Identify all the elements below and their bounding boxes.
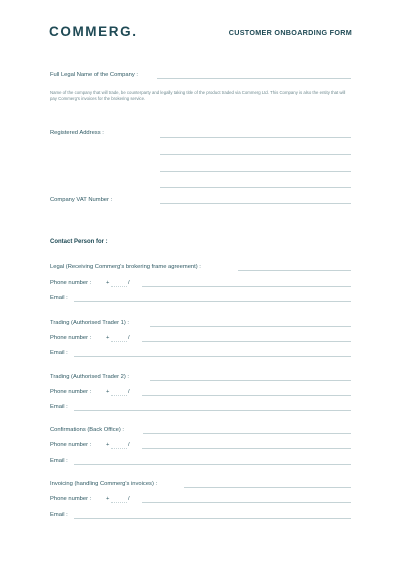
- phone-slash-sign: /: [128, 280, 130, 286]
- email-field[interactable]: [74, 410, 351, 411]
- backoffice-contact-name-field[interactable]: [143, 433, 351, 434]
- phone-number-field[interactable]: [142, 448, 351, 449]
- email-label: Email :: [50, 295, 68, 301]
- phone-country-code-field[interactable]: [111, 286, 127, 287]
- email-label: Email :: [50, 512, 68, 518]
- legal-contact-name-field[interactable]: [238, 270, 351, 271]
- phone-number-field[interactable]: [142, 286, 351, 287]
- phone-number-field[interactable]: [142, 341, 351, 342]
- phone-plus-sign: +: [106, 496, 110, 502]
- vat-number-label: Company VAT Number :: [50, 197, 113, 203]
- form-title: CUSTOMER ONBOARDING FORM: [228, 28, 352, 37]
- phone-label: Phone number :: [50, 442, 92, 448]
- phone-plus-sign: +: [106, 335, 110, 341]
- phone-country-code-field[interactable]: [111, 341, 127, 342]
- contact-heading: Contact Person for :: [50, 239, 108, 245]
- email-field[interactable]: [74, 518, 351, 519]
- phone-country-code-field[interactable]: [111, 448, 127, 449]
- phone-plus-sign: +: [106, 442, 110, 448]
- phone-country-code-field[interactable]: [111, 395, 127, 396]
- email-label: Email :: [50, 350, 68, 356]
- phone-slash-sign: /: [128, 335, 130, 341]
- phone-plus-sign: +: [106, 280, 110, 286]
- trader1-contact-name-field[interactable]: [150, 326, 351, 327]
- phone-plus-sign: +: [106, 389, 110, 395]
- trader2-contact-name-field[interactable]: [150, 380, 351, 381]
- phone-slash-sign: /: [128, 442, 130, 448]
- phone-number-field[interactable]: [142, 395, 351, 396]
- registered-address-label: Registered Address :: [50, 130, 104, 136]
- invoicing-contact-name-field[interactable]: [184, 487, 351, 488]
- email-label: Email :: [50, 404, 68, 410]
- contact-section-legal-label: Legal (Receiving Commerg's brokering frame agreement) :: [50, 264, 201, 270]
- legal-name-field[interactable]: [157, 78, 351, 79]
- vat-number-field[interactable]: [160, 203, 351, 204]
- contact-section-trader1-label: Trading (Authorised Trader 1) :: [50, 320, 130, 326]
- address-field-line-4[interactable]: [160, 187, 351, 188]
- phone-label: Phone number :: [50, 280, 92, 286]
- address-field-line-3[interactable]: [160, 171, 351, 172]
- address-field-line-2[interactable]: [160, 154, 351, 155]
- address-field-line-1[interactable]: [160, 137, 351, 138]
- email-field[interactable]: [74, 356, 351, 357]
- phone-label: Phone number :: [50, 389, 92, 395]
- phone-slash-sign: /: [128, 389, 130, 395]
- phone-country-code-field[interactable]: [111, 502, 127, 503]
- legal-name-note: Name of the company that will trade, be counterparty and legally taking title of the product traded via Commerg Ltd. This Company is also the entity that will pay Commerg's invoices for the brokering service.: [50, 90, 346, 102]
- contact-section-trader2-label: Trading (Authorised Trader 2) :: [50, 374, 130, 380]
- phone-number-field[interactable]: [142, 502, 351, 503]
- phone-label: Phone number :: [50, 335, 92, 341]
- commerg-logo: COMMERG.: [49, 24, 138, 39]
- contact-section-backoffice-label: Confirmations (Back Office) :: [50, 427, 124, 433]
- phone-slash-sign: /: [128, 496, 130, 502]
- contact-section-invoicing-label: Invoicing (handling Commerg's invoices) :: [50, 481, 158, 487]
- email-field[interactable]: [74, 464, 351, 465]
- legal-name-label: Full Legal Name of the Company :: [50, 72, 138, 78]
- email-label: Email :: [50, 458, 68, 464]
- phone-label: Phone number :: [50, 496, 92, 502]
- email-field[interactable]: [74, 301, 351, 302]
